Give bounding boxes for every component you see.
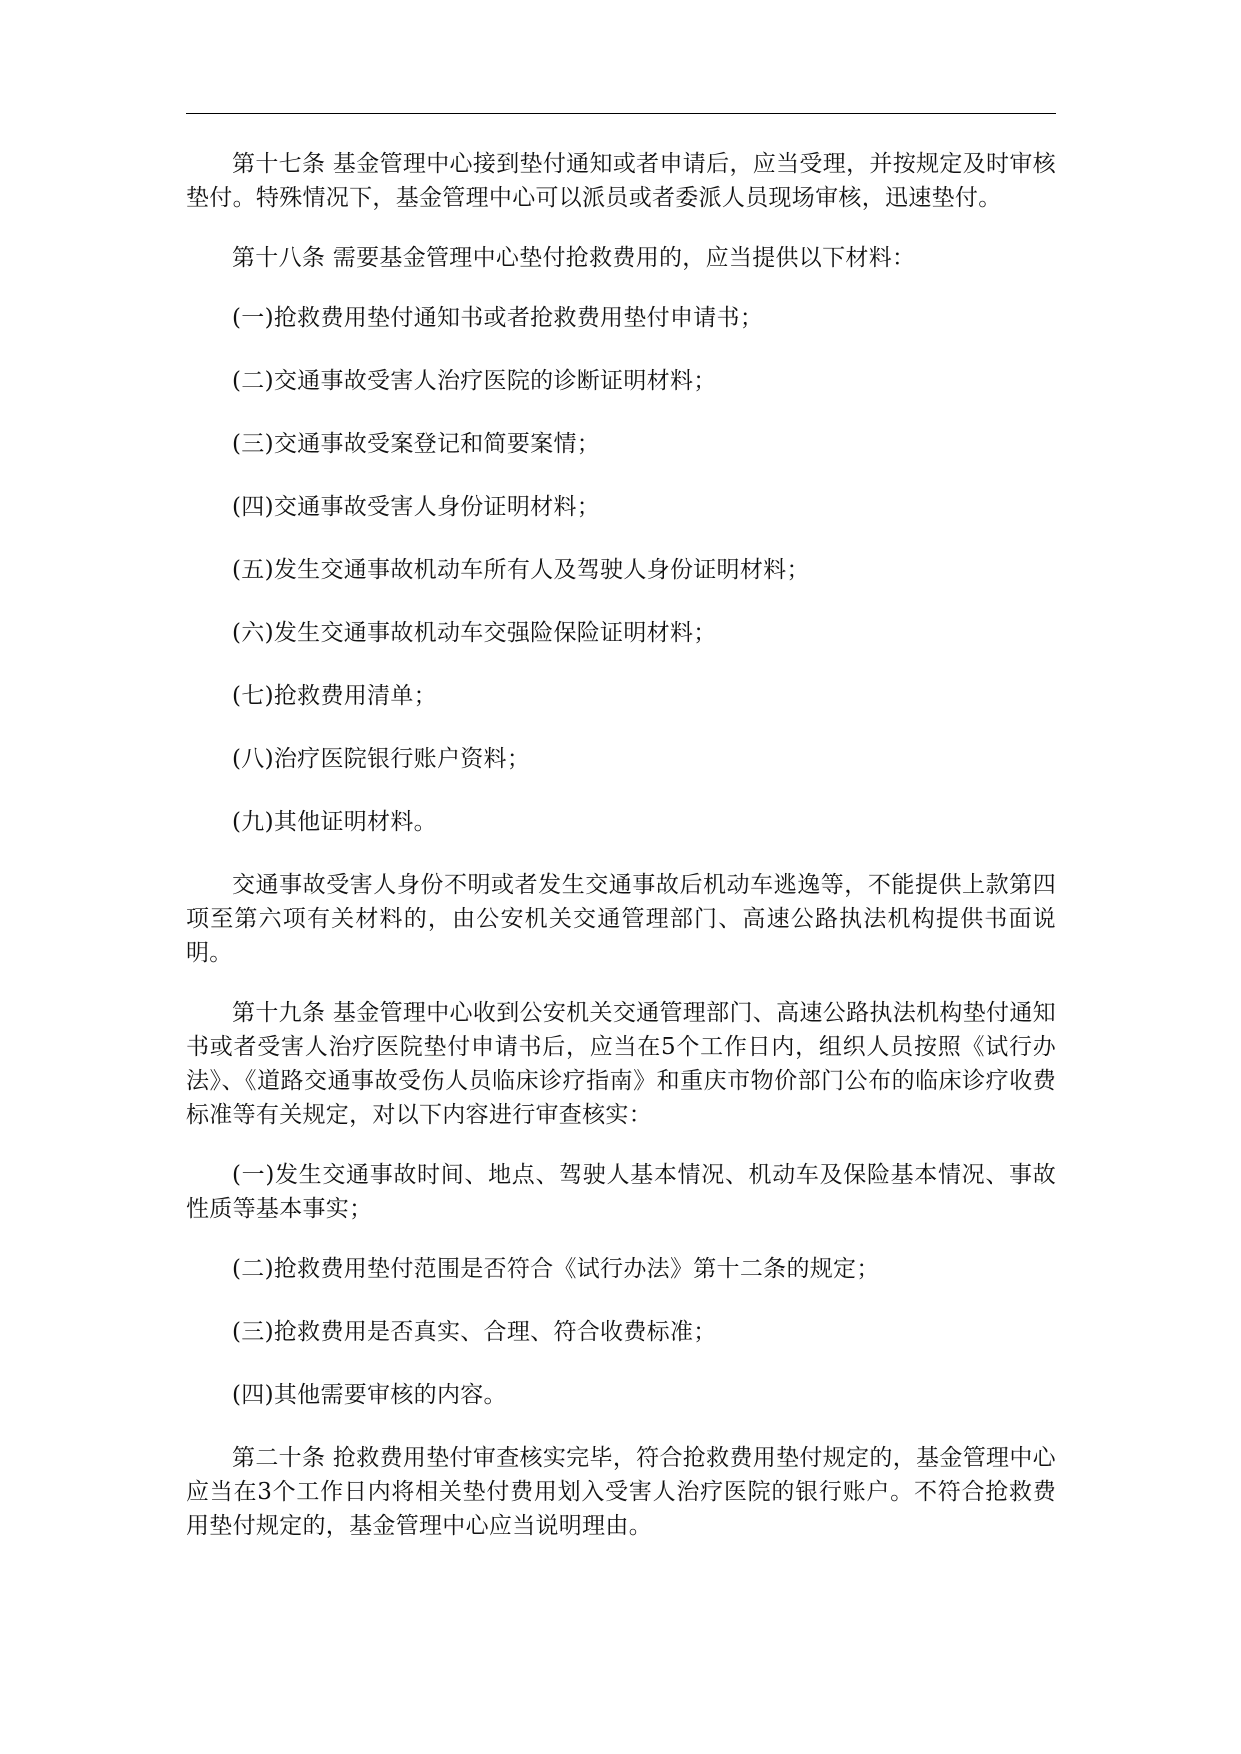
article-17: 第十七条 基金管理中心接到垫付通知或者申请后，应当受理，并按规定及时审核垫付。特殊情况下，基金管理中心可以派员或者委派人员现场审核，迅速垫付。 [186,151,1056,211]
article-18-item-6: (六)发生交通事故机动车交强险保险证明材料； [232,620,717,646]
article-18-item-8: (八)治疗医院银行账户资料； [232,746,531,772]
article-18-item-3: (三)交通事故受案登记和简要案情； [232,431,601,457]
article-18-item-7: (七)抢救费用清单； [232,683,437,709]
header-rule [186,113,1056,114]
article-18-item-1: (一)抢救费用垫付通知书或者抢救费用垫付申请书； [232,305,764,331]
article-20: 第二十条 抢救费用垫付审查核实完毕，符合抢救费用垫付规定的，基金管理中心应当在3个工作日内将相关垫付费用划入受害人治疗医院的银行账户。不符合抢救费用垫付规定的，基金管理中心应当说明理由。 [186,1445,1056,1539]
article-18: 第十八条 需要基金管理中心垫付抢救费用的，应当提供以下材料： [232,245,916,271]
article-18-item-5: (五)发生交通事故机动车所有人及驾驶人身份证明材料； [232,557,810,583]
article-18-item-4: (四)交通事故受害人身份证明材料； [232,494,601,520]
article-19: 第十九条 基金管理中心收到公安机关交通管理部门、高速公路执法机构垫付通知书或者受害人治疗医院垫付申请书后，应当在5个工作日内，组织人员按照《试行办法》、《道路交通事故受伤人员临床诊疗指南》和重庆市物价部门公布的临床诊疗收费标准等有关规定，对以下内容进行审查核实： [186,1000,1056,1128]
article-18-note: 交通事故受害人身份不明或者发生交通事故后机动车逃逸等，不能提供上款第四项至第六项有关材料的，由公安机关交通管理部门、高速公路执法机构提供书面说明。 [186,872,1056,966]
article-19-item-4: (四)其他需要审核的内容。 [232,1382,507,1408]
article-18-item-2: (二)交通事故受害人治疗医院的诊断证明材料； [232,368,717,394]
article-18-item-9: (九)其他证明材料。 [232,809,437,835]
document-body [186,147,1056,1569]
article-19-item-1: (一)发生交通事故时间、地点、驾驶人基本情况、机动车及保险基本情况、事故性质等基本事实； [186,1162,1056,1222]
article-19-item-3: (三)抢救费用是否真实、合理、符合收费标准； [232,1319,717,1345]
article-19-item-2: (二)抢救费用垫付范围是否符合《试行办法》第十二条的规定； [232,1256,880,1282]
